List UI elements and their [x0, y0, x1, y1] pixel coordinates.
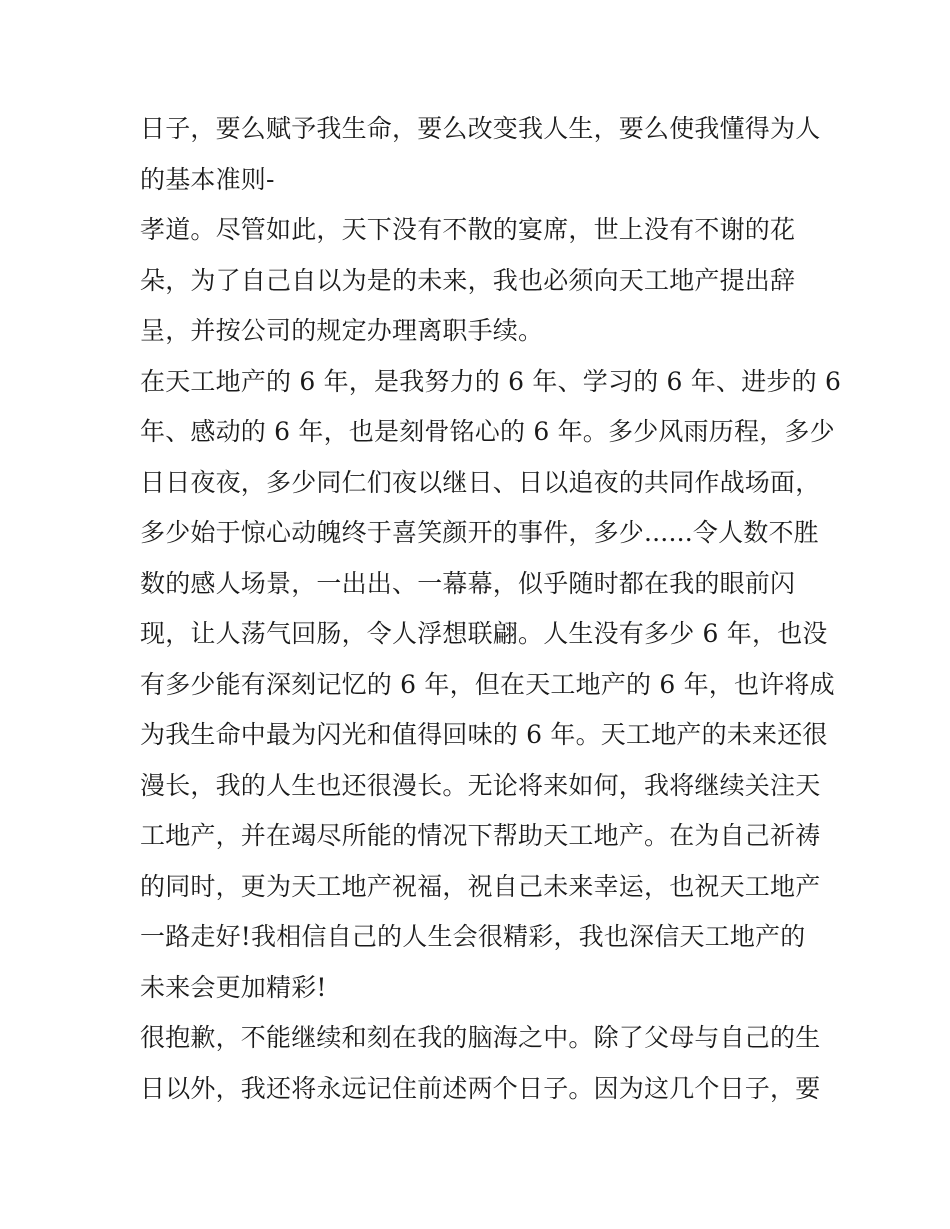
text-line-7: 年、感动的 6 年，也是刻骨铭心的 6 年。多少风雨历程，多少 — [140, 417, 835, 446]
text-line-14: 漫长，我的人生也还很漫长。无论将来如何，我将继续关注天 — [140, 770, 821, 800]
text-line-2: 的基本准则- — [140, 164, 275, 194]
text-line-8: 日日夜夜，多少同仁们夜以继日、日以追夜的共同作战场面， — [140, 467, 821, 497]
text-line-13: 为我生命中最为闪光和值得回味的 6 年。天工地产的未来还很 — [140, 720, 828, 749]
text-line-1: 日子，要么赋予我生命，要么改变我人生，要么使我懂得为人 — [140, 114, 821, 143]
document-body — [140, 104, 842, 1114]
text-line-19: 很抱歉，不能继续和刻在我的脑海之中。除了父母与自己的生 — [140, 1023, 821, 1052]
text-line-12: 有多少能有深刻记忆的 6 年，但在天工地产的 6 年，也许将成 — [140, 669, 835, 699]
text-line-15: 工地产，并在竭尽所能的情况下帮助天工地产。在为自己祈祷 — [140, 821, 821, 850]
text-line-5: 呈，并按公司的规定办理离职手续。 — [140, 316, 544, 345]
text-line-4: 朵，为了自己自以为是的未来，我也必须向天工地产提出辞 — [140, 265, 796, 295]
text-line-18: 未来会更加精彩! — [140, 972, 327, 1002]
text-line-9: 多少始于惊心动魄终于喜笑颜开的事件，多少......令人数不胜 — [140, 518, 819, 547]
text-line-17: 一路走好!我相信自己的人生会很精彩，我也深信天工地产的 — [140, 922, 806, 951]
text-line-11: 现，让人荡气回肠，令人浮想联翩。人生没有多少 6 年，也没 — [140, 619, 828, 648]
text-line-20: 日以外，我还将永远记住前述两个日子。因为这几个日子，要 — [140, 1073, 821, 1103]
text-line-16: 的同时，更为天工地产祝福，祝自己未来幸运，也祝天工地产 — [140, 871, 821, 901]
text-line-3: 孝道。尽管如此，天下没有不散的宴席，世上没有不谢的花 — [140, 215, 796, 244]
text-line-10: 数的感人场景，一出出、一幕幕，似乎随时都在我的眼前闪 — [140, 568, 796, 598]
text-line-6: 在天工地产的 6 年，是我努力的 6 年、学习的 6 年、进步的 6 — [140, 366, 842, 396]
